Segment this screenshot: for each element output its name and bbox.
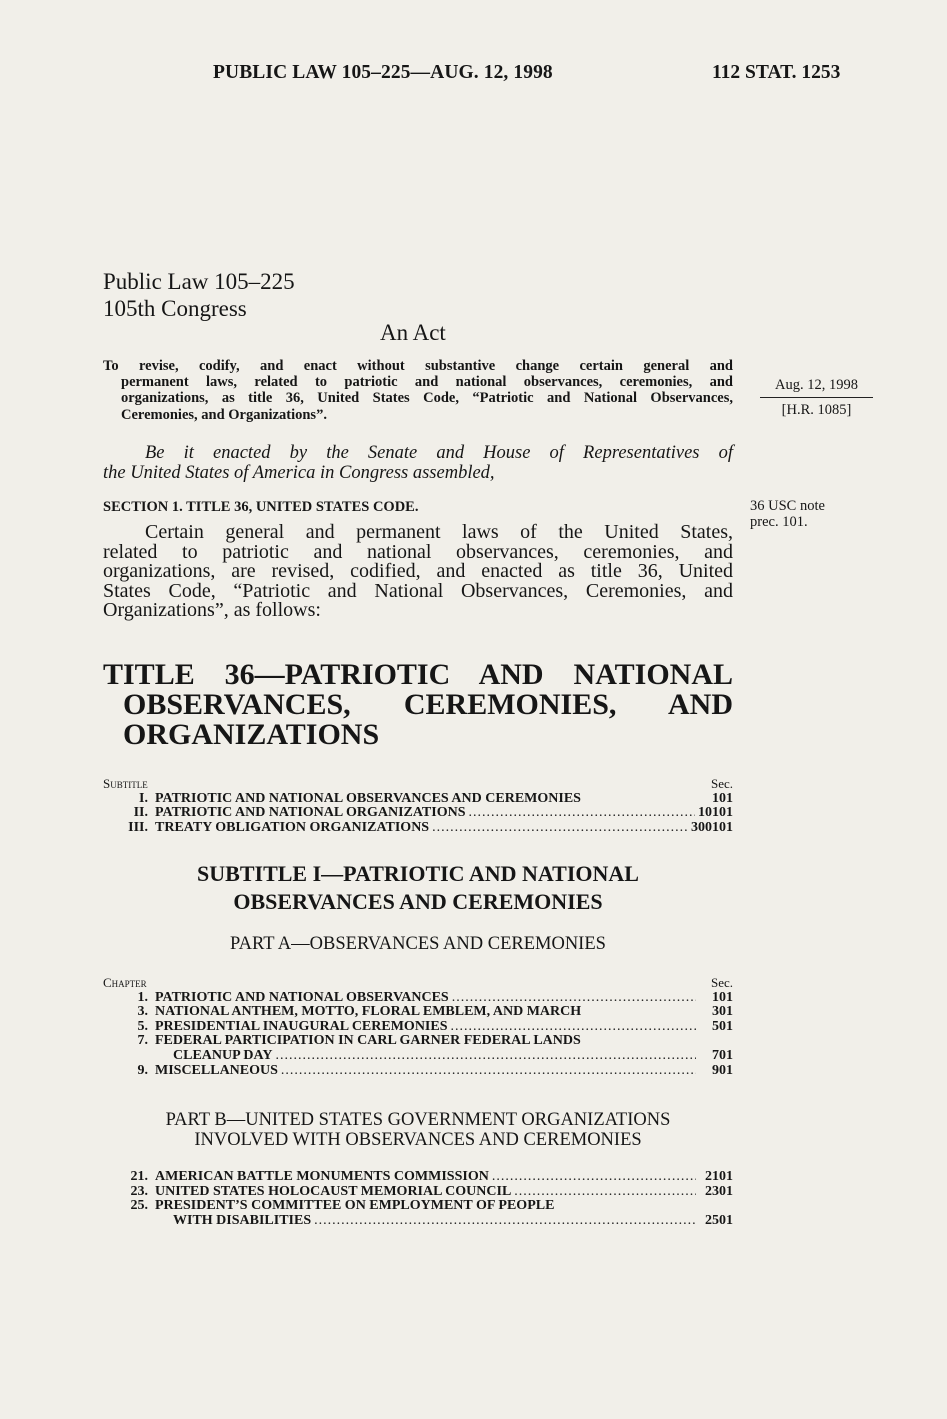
part-b-line: PART B—UNITED STATES GOVERNMENT ORGANIZATIONS [165,1110,671,1130]
usc-note-line: 36 USC note [750,498,825,514]
toc-label: PATRIOTIC AND NATIONAL OBSERVANCES [155,989,449,1005]
body-line: related to patriotic and national observances, ceremonies, and [103,540,733,563]
toc-label: PATRIOTIC AND NATIONAL OBSERVANCES AND CEREMONIES [155,790,581,806]
toc-row [103,806,733,821]
toc-section: 901 [712,1062,733,1078]
statute-page-number: 112 STAT. 1253 [712,62,841,83]
toc-section: 701 [712,1047,733,1063]
section-1-heading: SECTION 1. TITLE 36, UNITED STATES CODE. [103,499,419,515]
toc-row [103,1064,733,1079]
public-law-heading [103,268,295,322]
title-36-heading [103,660,733,750]
title-line: OBSERVANCES, CEREMONIES, AND [123,688,733,721]
toc-row-continuation [103,1214,733,1229]
toc-number: I. [139,790,148,806]
body-line: Certain general and permanent laws of the United States, [145,521,733,543]
toc-section: 501 [712,1018,733,1034]
margin-date-note [760,377,873,419]
toc-number: 25. [130,1198,148,1214]
toc-header [103,777,733,792]
purpose-line: Ceremonies, and Organizations”. [121,406,327,423]
toc-label: PRESIDENTIAL INAUGURAL CEREMONIES [155,1018,448,1034]
toc-right-header: Sec. [710,975,733,990]
toc-number: 9. [137,1062,148,1078]
toc-left-header: Subtitle [103,776,148,791]
enactment-date: Aug. 12, 1998 [760,377,873,398]
bill-number: [H.R. 1085] [781,402,852,418]
purpose-line: organizations, as title 36, United States Code, “Patriotic and National Observances, [121,390,733,407]
title-line: ORGANIZATIONS [123,718,380,751]
toc-label: UNITED STATES HOLOCAUST MEMORIAL COUNCIL [155,1183,512,1199]
toc-leader [451,1020,696,1035]
toc-leader [469,806,695,821]
congress-number: 105th Congress [103,296,247,321]
toc-left-header: Chapter [103,975,147,990]
enacting-clause [103,443,733,483]
part-b-heading [103,1110,733,1150]
toc-row [103,1170,733,1185]
margin-usc-note [750,498,825,530]
toc-row [103,821,733,836]
toc-number: 3. [137,1004,148,1020]
subtitle-line: OBSERVANCES AND CEREMONIES [233,889,603,914]
toc-row [103,991,733,1006]
toc-row [103,1020,733,1035]
toc-row [103,1034,733,1049]
toc-leader [452,991,696,1006]
toc-number: 5. [137,1018,148,1034]
body-line: Organizations”, as follows: [103,599,321,622]
public-law-number: Public Law 105–225 [103,269,295,294]
enacting-line: Be it enacted by the Senate and House of Representatives of [145,443,733,463]
subtitle-1-heading [103,860,733,916]
toc-right-header: Sec. [710,776,733,791]
toc-number: 7. [137,1033,148,1049]
toc-section: 101 [712,790,733,806]
subtitle-line: SUBTITLE I—PATRIOTIC AND NATIONAL [197,861,639,886]
usc-note-line: prec. 101. [750,514,808,530]
toc-row [103,1185,733,1200]
purpose-line: To revise, codify, and enact without substantive change certain general and [103,358,733,374]
body-line: States Code, “Patriotic and National Observances, Ceremonies, and [103,579,733,602]
act-purpose [103,358,733,423]
toc-label: NATIONAL ANTHEM, MOTTO, FLORAL EMBLEM, AND MARCH [155,1004,582,1020]
toc-label: PRESIDENT’S COMMITTEE ON EMPLOYMENT OF PEOPLE [155,1198,555,1214]
toc-header [103,976,733,991]
toc-number: II. [133,805,148,821]
toc-label: TREATY OBLIGATION ORGANIZATIONS [155,819,430,835]
body-line: organizations, are revised, codified, and enacted as title 36, United [103,560,733,583]
toc-section: 2501 [705,1212,733,1228]
toc-label: FEDERAL PARTICIPATION IN CARL GARNER FEDERAL LANDS [155,1033,581,1049]
toc-row [103,1005,733,1020]
toc-leader [314,1214,696,1229]
toc-leader [514,1185,696,1200]
title-line: TITLE 36—PATRIOTIC AND NATIONAL [103,658,733,691]
toc-row [103,792,733,807]
toc-section: 101 [712,989,733,1005]
toc-section: 10101 [698,805,733,821]
toc-number: 1. [137,989,148,1005]
toc-leader [275,1049,696,1064]
running-header-left: PUBLIC LAW 105–225—AUG. 12, 1998 [213,62,553,83]
toc-row [103,1199,733,1214]
toc-section: 2101 [705,1169,733,1184]
toc-section: 2301 [705,1183,733,1199]
subtitle-toc [103,777,733,835]
toc-number: 23. [130,1183,148,1199]
toc-label: MISCELLANEOUS [155,1062,278,1078]
part-a-toc [103,976,733,1078]
part-b-toc [103,1170,733,1228]
part-a-heading: PART A—OBSERVANCES AND CEREMONIES [230,934,606,954]
section-1-body [103,523,733,621]
purpose-line: permanent laws, related to patriotic and national observances, ceremonies, and [121,374,733,391]
part-b-line: INVOLVED WITH OBSERVANCES AND CEREMONIES [194,1130,642,1150]
toc-label: CLEANUP DAY [173,1047,273,1063]
toc-label: AMERICAN BATTLE MONUMENTS COMMISSION [155,1169,489,1184]
toc-leader [281,1064,696,1079]
toc-leader [432,821,688,836]
enacting-line: the United States of America in Congress assembled, [103,463,495,483]
toc-number: III. [128,819,148,835]
toc-number: 21. [130,1169,148,1184]
toc-leader [492,1170,696,1185]
toc-label: PATRIOTIC AND NATIONAL ORGANIZATIONS [155,805,466,821]
toc-section: 300101 [691,819,733,835]
toc-row-continuation [103,1049,733,1064]
toc-section: 301 [712,1004,733,1020]
toc-label: WITH DISABILITIES [173,1212,312,1228]
an-act-heading: An Act [380,320,446,345]
